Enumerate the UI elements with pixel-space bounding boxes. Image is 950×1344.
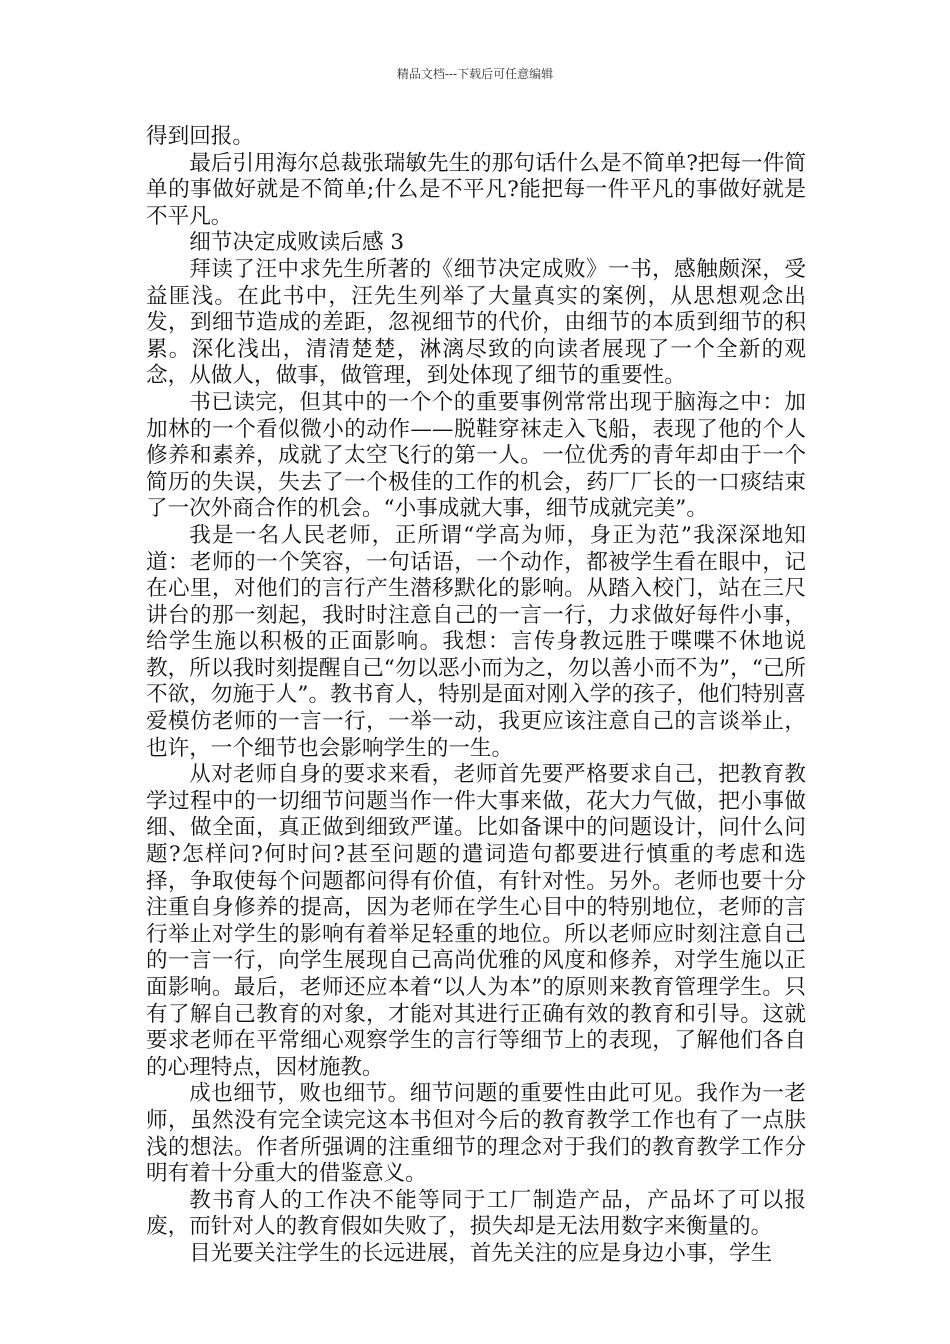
document-body	[146, 124, 806, 1268]
paragraph-2: 最后引用海尔总裁张瑞敏先生的那句话什么是不简单?把每一件简单的事做好就是不简单;什么是不平凡?能把每一件平凡的事做好就是不平凡。	[146, 150, 806, 229]
paragraph-5: 书已读完，但其中的一个个的重要事例常常出现于脑海之中：加加林的一个看似微小的动作——脱鞋穿袜走入飞船，表现了他的个人修养和素养，成就了太空飞行的第一人。一位优秀的青年却由于一个简历的失误，失去了一个极佳的工作的机会，药厂厂长的一口痰结束了一次外商合作的机会。“小事成就大事，细节成就完美”。	[146, 389, 806, 522]
paragraph-1: 得到回报。	[146, 124, 254, 149]
paragraph-6: 我是一名人民老师，正所谓“学高为师，身正为范”我深深地知道：老师的一个笑容，一句话语，一个动作，都被学生看在眼中，记在心里，对他们的言行产生潜移默化的影响。从踏入校门，站在三尺讲台的那一刻起，我时时注意自己的一言一行，力求做好每件小事，给学生施以积极的正面影响。我想：言传身教远胜于喋喋不休地说教，所以我时刻提醒自己“勿以恶小而为之，勿以善小而不为”，“己所不欲，勿施于人”。教书育人，特别是面对刚入学的孩子，他们特别喜爱模仿老师的一言一行，一举一动，我更应该注意自己的言谈举止，也许，一个细节也会影响学生的一生。	[146, 522, 806, 761]
paragraph-10: 目光要关注学生的长远进展，首先关注的应是身边小事，学生	[189, 1240, 773, 1266]
section-heading: 细节决定成败读后感 3	[189, 230, 405, 256]
paragraph-7: 从对老师自身的要求来看，老师首先要严格要求自己，把教育教学过程中的一切细节问题当作一件大事来做，花大力气做，把小事做细、做全面，真正做到细致严谨。比如备课中的问题设计，问什么问题?怎样问?何时问?甚至问题的遣词造句都要进行慎重的考虑和选择，争取使每个问题都问得有价值，有针对性。另外。老师也要十分注重自身修养的提高，因为老师在学生心目中的特别地位，老师的言行举止对学生的影响有着举足轻重的地位。所以老师应时刻注意自己的一言一行，向学生展现自己高尚优雅的风度和修养，对学生施以正面影响。最后，老师还应本着“以人为本”的原则来教育管理学生。只有了解自己教育的对象，才能对其进行正确有效的教育和引导。这就要求老师在平常细心观察学生的言行等细节上的表现，了解他们各自的心理特点，因材施教。	[146, 762, 806, 1080]
page-header: 精品文档---下载后可任意编辑	[396, 67, 554, 81]
paragraph-4: 拜读了汪中求先生所著的《细节决定成败》一书，感触颇深，受益匪浅。在此书中，汪先生列举了大量真实的案例，从思想观念出发，到细节造成的差距，忽视细节的代价，由细节的本质到细节的积累。深化浅出，清清楚楚，淋漓尽致的向读者展现了一个全新的观念，从做人，做事，做管理，到处体现了细节的重要性。	[146, 256, 806, 389]
paragraph-8: 成也细节，败也细节。细节问题的重要性由此可见。我作为一老师，虽然没有完全读完这本书但对今后的教育教学工作也有了一点肤浅的想法。作者所强调的注重细节的理念对于我们的教育教学工作分明有着十分重大的借鉴意义。	[146, 1081, 806, 1187]
paragraph-9: 教书育人的工作决不能等同于工厂制造产品，产品坏了可以报废，而针对人的教育假如失败了，损失却是无法用数字来衡量的。	[146, 1187, 806, 1240]
